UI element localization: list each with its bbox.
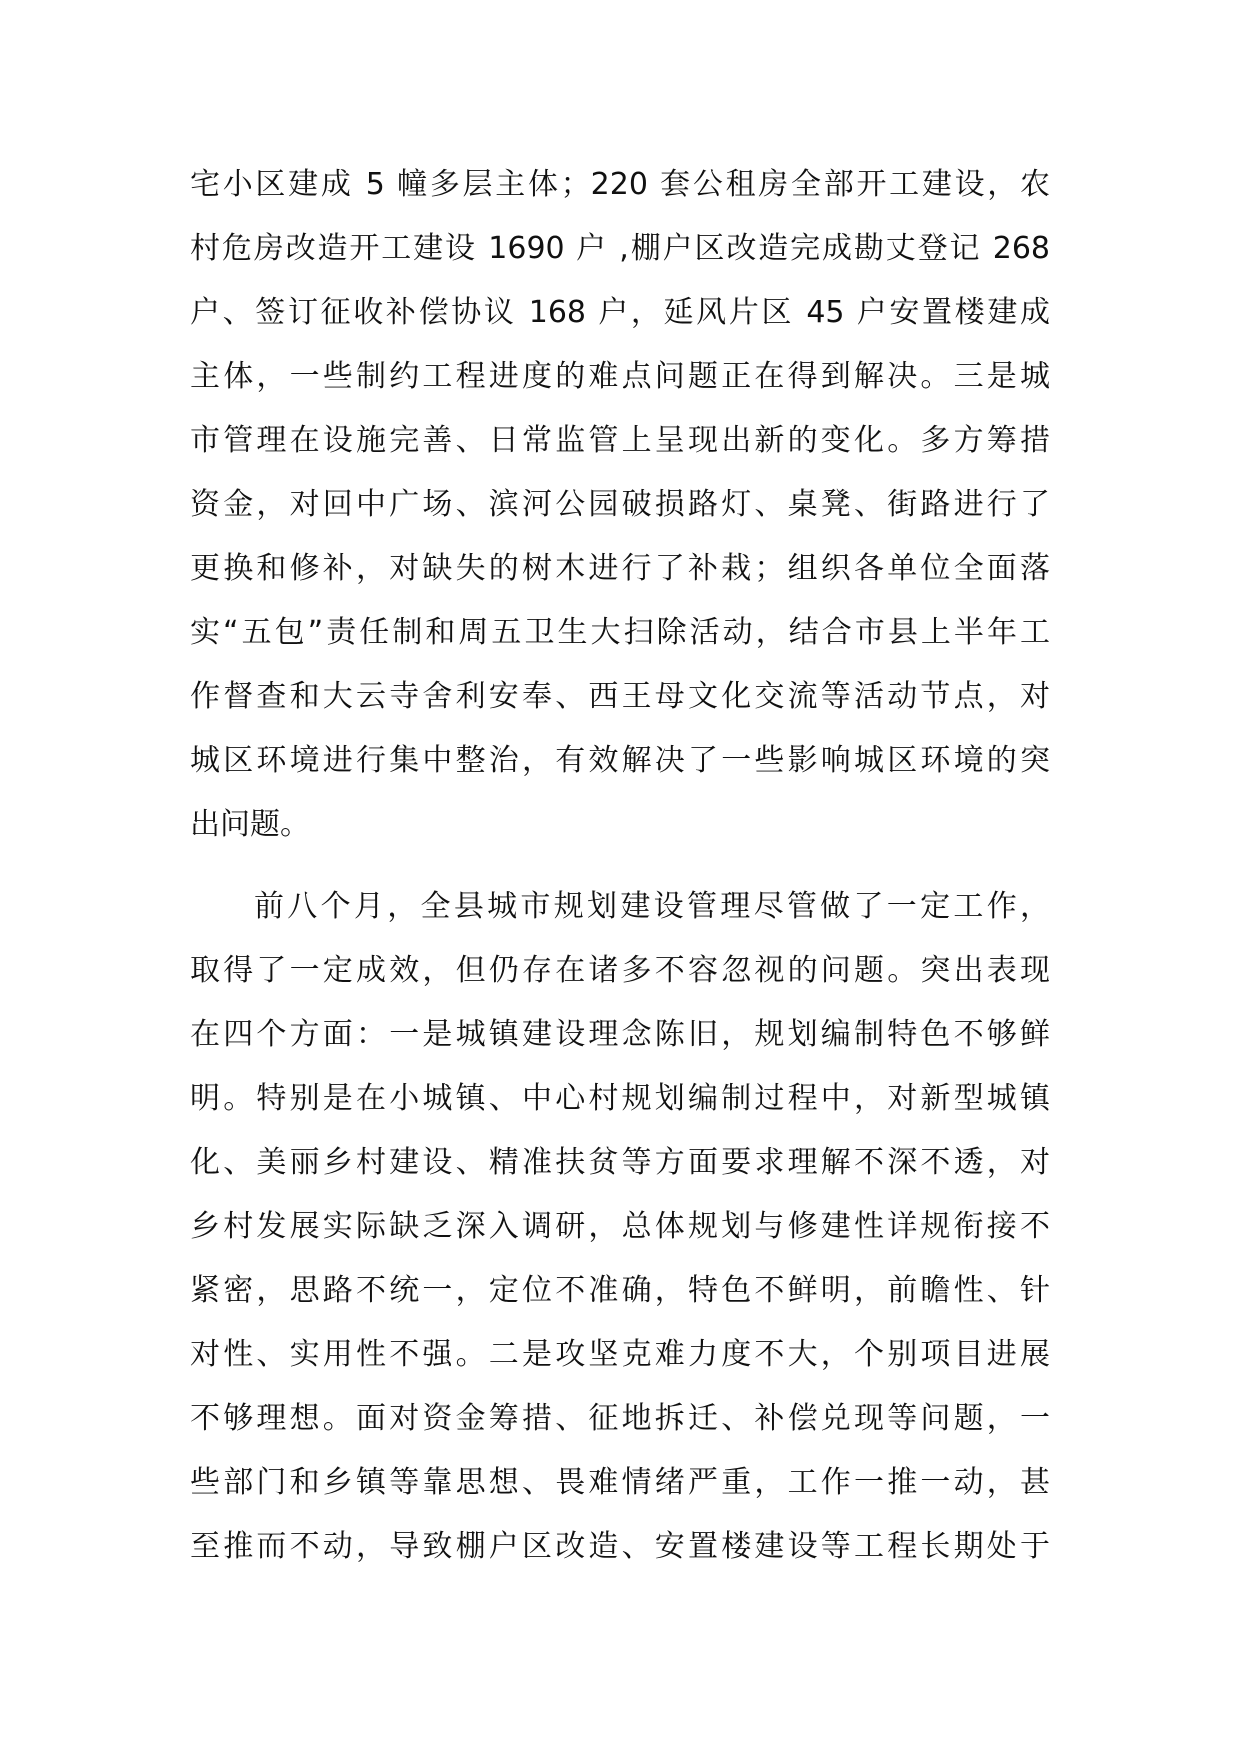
text-line: 主体，一些制约工程进度的难点问题正在得到解决。三是城 xyxy=(190,359,1050,394)
text-line: 化、美丽乡村建设、精准扶贫等方面要求理解不深不透，对 xyxy=(190,1145,1050,1180)
text-line: 村危房改造开工建设 1690 户 ,棚户区改造完成勘丈登记 268 xyxy=(190,231,1050,266)
text-line: 取得了一定成效，但仍存在诸多不容忽视的问题。突出表现 xyxy=(190,953,1050,988)
text-line: 明。特别是在小城镇、中心村规划编制过程中，对新型城镇 xyxy=(190,1081,1050,1116)
text-line: 市管理在设施完善、日常监管上呈现出新的变化。多方筹措 xyxy=(190,423,1050,458)
text-line: 乡村发展实际缺乏深入调研，总体规划与修建性详规衔接不 xyxy=(190,1209,1050,1244)
text-line: 户、签订征收补偿协议 168 户，延风片区 45 户安置楼建成 xyxy=(190,295,1050,330)
text-line: 在四个方面：一是城镇建设理念陈旧，规划编制特色不够鲜 xyxy=(190,1017,1050,1052)
text-line: 前八个月，全县城市规划建设管理尽管做了一定工作， xyxy=(254,889,1050,924)
text-line: 宅小区建成 5 幢多层主体；220 套公租房全部开工建设，农 xyxy=(190,167,1050,202)
text-line: 资金，对回中广场、滨河公园破损路灯、桌凳、街路进行了 xyxy=(190,487,1050,522)
text-line: 对性、实用性不强。二是攻坚克难力度不大，个别项目进展 xyxy=(190,1337,1050,1372)
text-line: 至推而不动，导致棚户区改造、安置楼建设等工程长期处于 xyxy=(190,1529,1050,1564)
text-line: 些部门和乡镇等靠思想、畏难情绪严重，工作一推一动，甚 xyxy=(190,1465,1050,1500)
text-line: 不够理想。面对资金筹措、征地拆迁、补偿兑现等问题，一 xyxy=(190,1401,1050,1436)
text-line: 更换和修补，对缺失的树木进行了补栽；组织各单位全面落 xyxy=(190,551,1050,586)
text-line: 作督查和大云寺舍利安奉、西王母文化交流等活动节点，对 xyxy=(190,679,1050,714)
paragraph-1 xyxy=(190,153,1050,857)
text-line: 紧密，思路不统一，定位不准确，特色不鲜明，前瞻性、针 xyxy=(190,1273,1050,1308)
text-line: 城区环境进行集中整治，有效解决了一些影响城区环境的突 xyxy=(190,743,1050,778)
paragraph-2 xyxy=(190,875,1050,1579)
text-line: 出问题。 xyxy=(190,807,310,842)
text-line: 实“五包”责任制和周五卫生大扫除活动，结合市县上半年工 xyxy=(190,615,1050,650)
